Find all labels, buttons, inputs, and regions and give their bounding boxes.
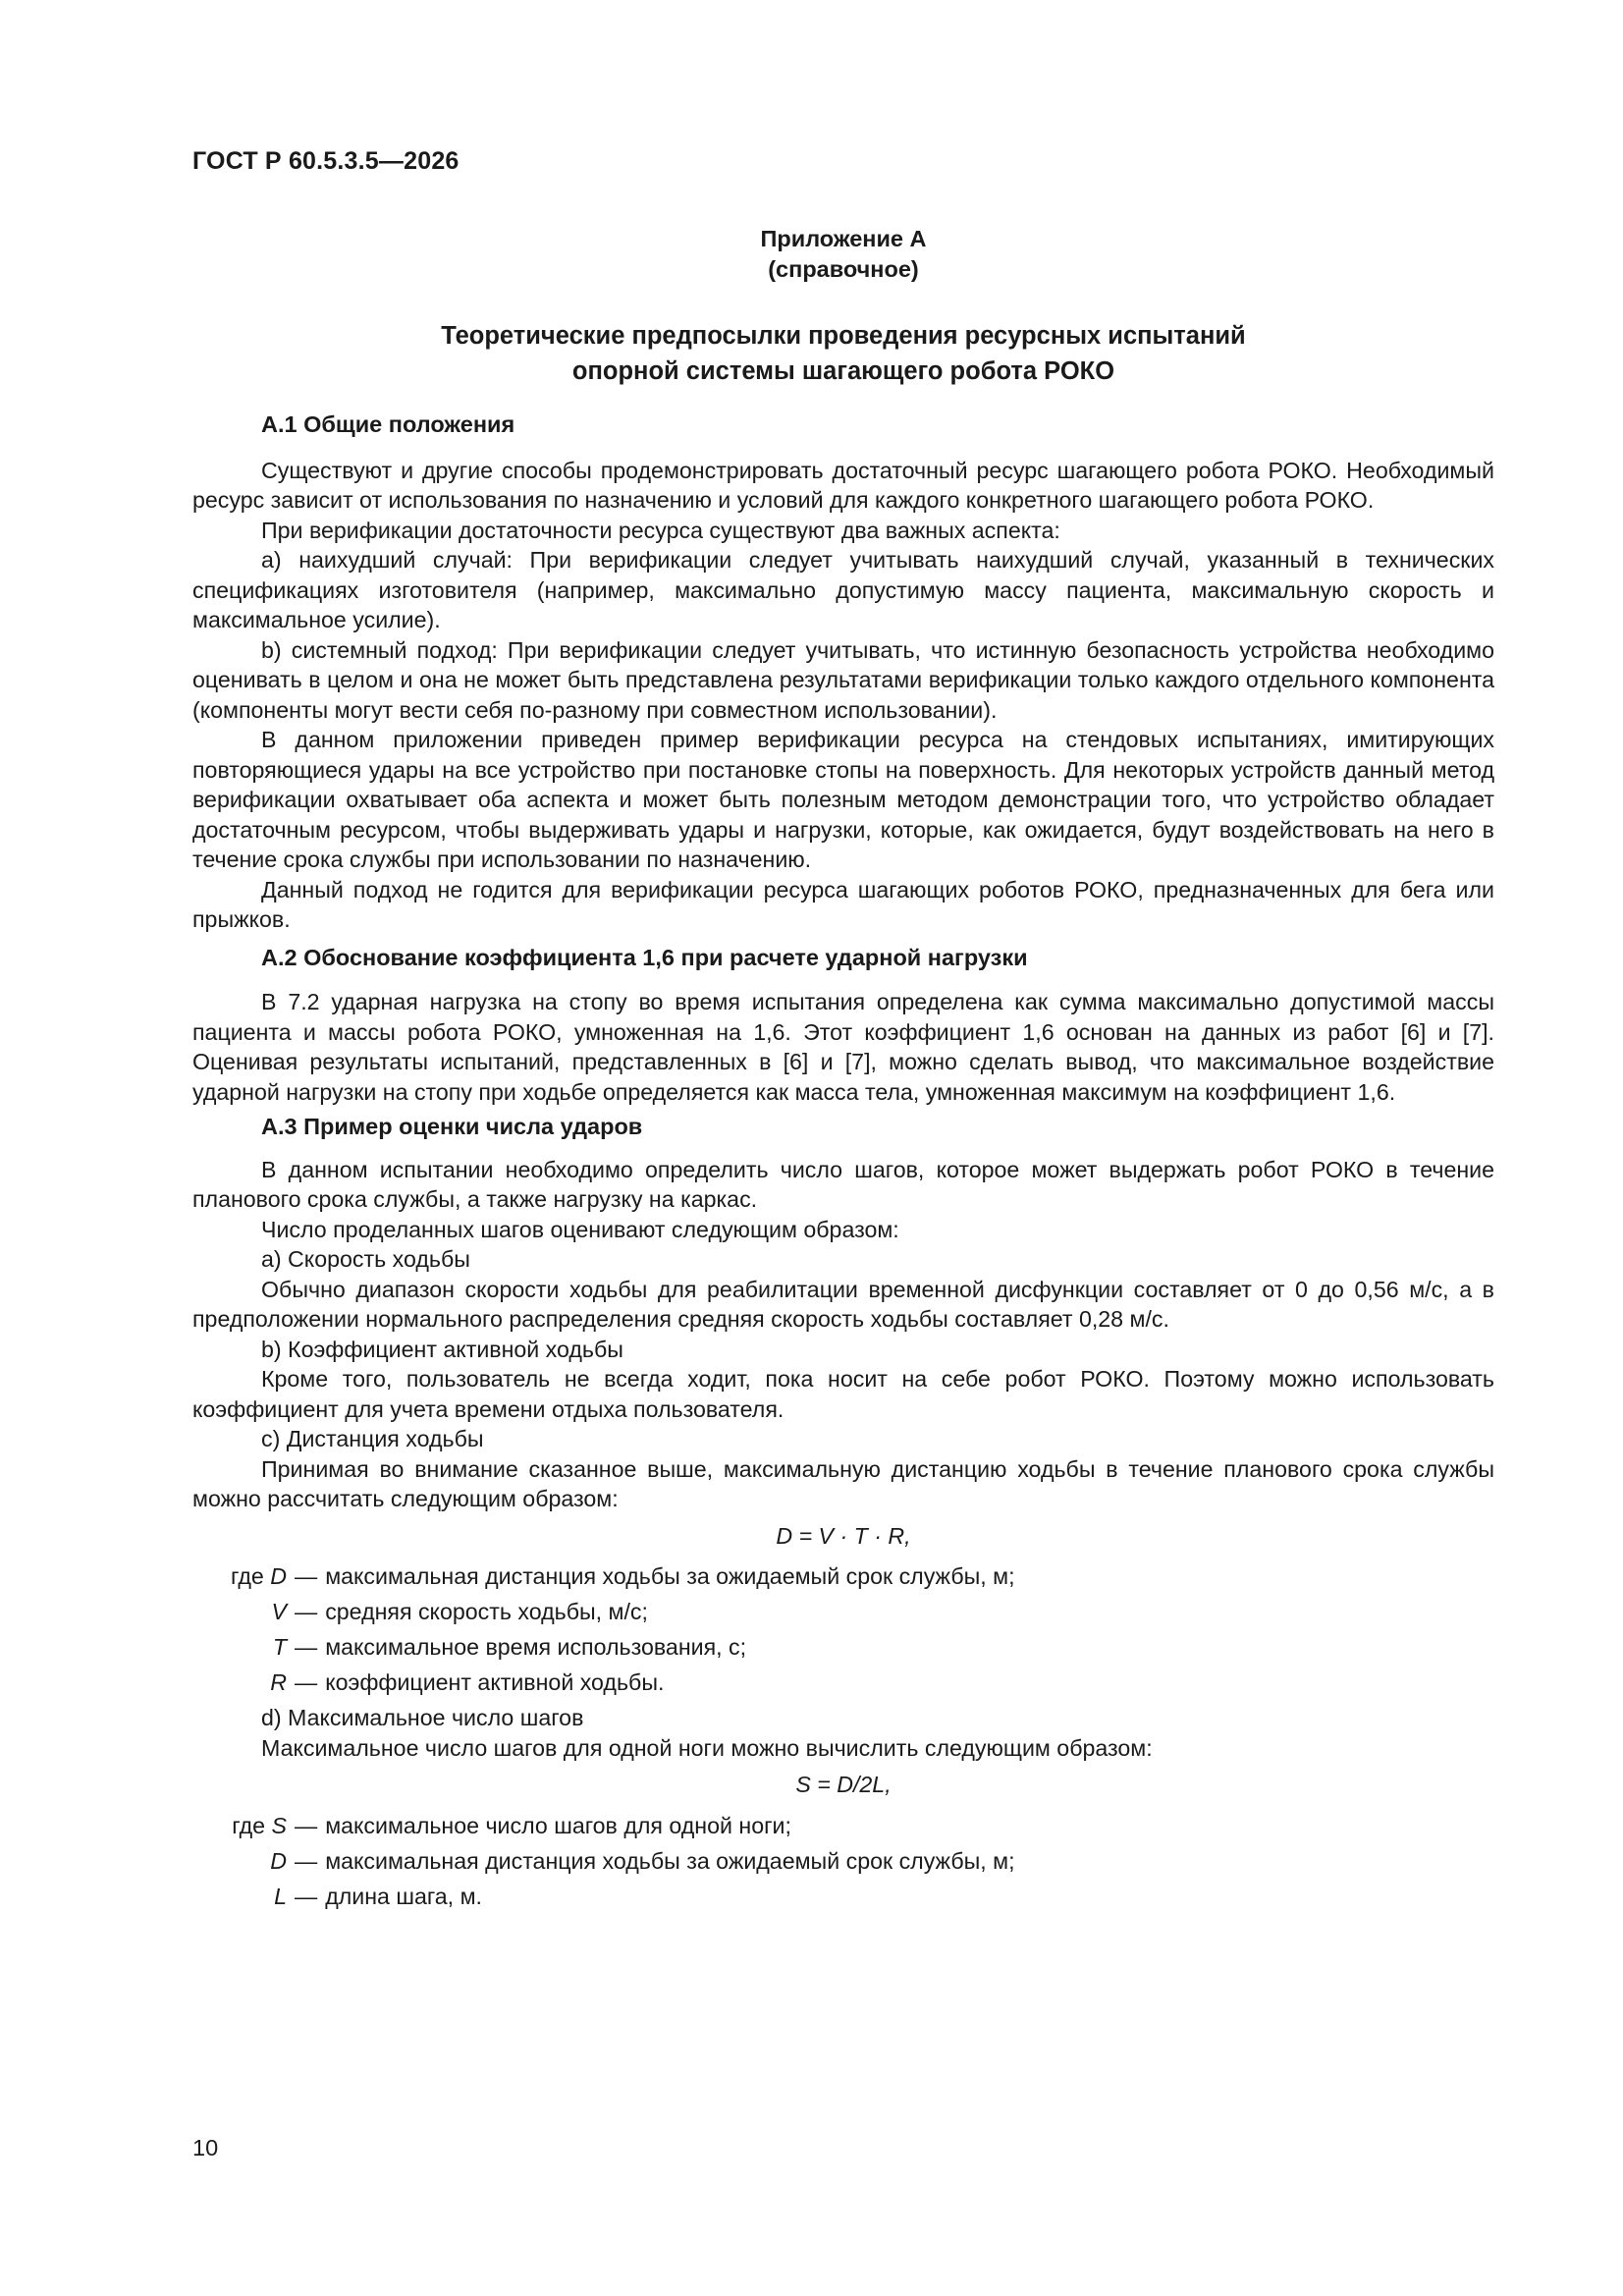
legend-lead: где (230, 1563, 271, 1589)
list-item-a-walking-speed: a) Скорость ходьбы (261, 1246, 470, 1272)
legend-text: максимальное число шагов для одной ноги; (325, 1812, 791, 1838)
annex-type: (справочное) (768, 256, 919, 282)
legend-symbol: D (270, 1563, 287, 1589)
annex-title-line-2: опорной системы шагающего робота РОКО (571, 357, 1115, 385)
section-heading-a1: А.1 Общие положения (261, 411, 515, 437)
legend-dash: — (295, 1634, 318, 1660)
paragraph: Число проделанных шагов оценивают следующим образом: (261, 1216, 899, 1242)
legend-dash: — (295, 1883, 318, 1909)
legend-dash: — (295, 1847, 318, 1874)
annex-label: Приложение А (760, 226, 927, 251)
annex-title-line-1: Теоретические предпосылки проведения ресурсных испытаний (441, 322, 1246, 350)
paragraph: Максимальное число шагов для одной ноги можно вычислить следующим образом: (261, 1734, 1153, 1761)
legend-row (192, 1667, 1494, 1703)
paragraph: Принимая во внимание сказанное выше, максимальную дистанцию ходьбы в течение планового срока службы можно рассчитать следующим образом: (192, 1455, 1494, 1511)
legend-text: максимальное время использования, с; (325, 1634, 747, 1660)
legend-text: максимальная дистанция ходьбы за ожидаемый срок службы, м; (325, 1847, 1015, 1874)
formula-distance: D = V · T · R, (776, 1522, 911, 1549)
legend-text: максимальная дистанция ходьбы за ожидаемый срок службы, м; (325, 1563, 1015, 1589)
legend-dash: — (295, 1812, 318, 1838)
legend-row (192, 1882, 1494, 1917)
page-number: 10 (192, 2135, 219, 2160)
section-heading-a3: А.3 Пример оценки числа ударов (261, 1114, 643, 1139)
formula-legend-distance (192, 1561, 1494, 1703)
legend-text: длина шага, м. (325, 1883, 482, 1909)
legend-lead: где (232, 1812, 272, 1838)
paragraph: При верификации достаточности ресурса существуют два важных аспекта: (261, 517, 1060, 543)
legend-symbol: L (274, 1883, 287, 1909)
list-item-a-worst-case: a) наихудший случай: При верификации следует учитывать наихудший случай, указанный в технических спецификациях изготовителя (например, максимально допустимую массу пациента, максимальную скорость и максимальное усилие). (192, 547, 1494, 632)
legend-text: средняя скорость ходьбы, м/с; (325, 1599, 648, 1624)
legend-row (192, 1846, 1494, 1882)
paragraph: В данном испытании необходимо определить число шагов, которое может выдержать робот РОКО в течение планового срока службы, а также нагрузку на каркас. (192, 1156, 1494, 1212)
legend-symbol: R (270, 1669, 287, 1695)
list-item-c-walking-distance: c) Дистанция ходьбы (261, 1426, 484, 1451)
legend-row (192, 1561, 1494, 1597)
legend-dash: — (295, 1563, 318, 1589)
list-item-b-system-approach: b) системный подход: При верификации следует учитывать, что истинную безопасность устройства необходимо оценивать в целом и она не может быть представлена результатами верификации только каждого отдельного компонента (компоненты могут вести себя по-разному при совместном использовании). (192, 636, 1494, 723)
legend-row (192, 1597, 1494, 1632)
paragraph: Кроме того, пользователь не всегда ходит, пока носит на себе робот РОКО. Поэтому можно использовать коэффициент для учета времени отдыха пользователя. (192, 1366, 1494, 1422)
list-item-b-activity-coefficient: b) Коэффициент активной ходьбы (261, 1336, 623, 1362)
legend-symbol: V (271, 1599, 287, 1624)
formula-steps: S = D/2L, (795, 1772, 892, 1797)
paragraph: Данный подход не годится для верификации ресурса шагающих роботов РОКО, предназначенных для бега или прыжков. (192, 876, 1494, 932)
legend-row (192, 1632, 1494, 1667)
legend-dash: — (295, 1599, 318, 1624)
section-heading-a2: А.2 Обоснование коэффициента 1,6 при расчете ударной нагрузки (261, 944, 1028, 970)
legend-symbol: T (272, 1634, 287, 1660)
paragraph: В данном приложении приведен пример верификации ресурса на стендовых испытаниях, имитирующих повторяющиеся удары на все устройство при постановке стопы на поверхность. Для некоторых устройств данный метод верификации охватывает оба аспекта и может быть полезным методом демонстрации того, что устройство обладает достаточным ресурсом, чтобы выдерживать удары и нагрузки, которые, как ожидается, будут воздействовать на него в течение срока службы при использовании по назначению. (192, 727, 1494, 872)
legend-symbol: D (270, 1847, 287, 1874)
annex-title (192, 318, 1494, 389)
legend-symbol: S (271, 1812, 287, 1838)
legend-text: коэффициент активной ходьбы. (325, 1669, 665, 1695)
formula-legend-steps (192, 1811, 1494, 1917)
paragraph: Обычно диапазон скорости ходьбы для реабилитации временной дисфункции составляет от 0 до 0,56 м/с, а в предположении нормального распределения средняя скорость ходьбы составляет 0,28 м/с. (192, 1276, 1494, 1332)
legend-dash: — (295, 1669, 318, 1695)
paragraph: Существуют и другие способы продемонстрировать достаточный ресурс шагающего робота РОКО. Необходимый ресурс зависит от использования по назначению и условий для каждого конкретного шагающего робота РОКО. (192, 457, 1494, 513)
legend-row (192, 1811, 1494, 1846)
document-id-header: ГОСТ Р 60.5.3.5—2026 (192, 147, 460, 175)
list-item-d-max-steps: d) Максимальное число шагов (261, 1705, 584, 1730)
page-content (192, 224, 1494, 1917)
paragraph: В 7.2 ударная нагрузка на стопу во время испытания определена как сумма максимально допустимой массы пациента и массы робота РОКО, умноженная на 1,6. Этот коэффициент 1,6 основан на данных из работ [6] и [7]. Оценивая результаты испытаний, представленных в [6] и [7], можно сделать вывод, что максимальное воздействие ударной нагрузки на стопу при ходьбе определяется как масса тела, умноженная максимум на коэффициент 1,6. (192, 989, 1494, 1105)
